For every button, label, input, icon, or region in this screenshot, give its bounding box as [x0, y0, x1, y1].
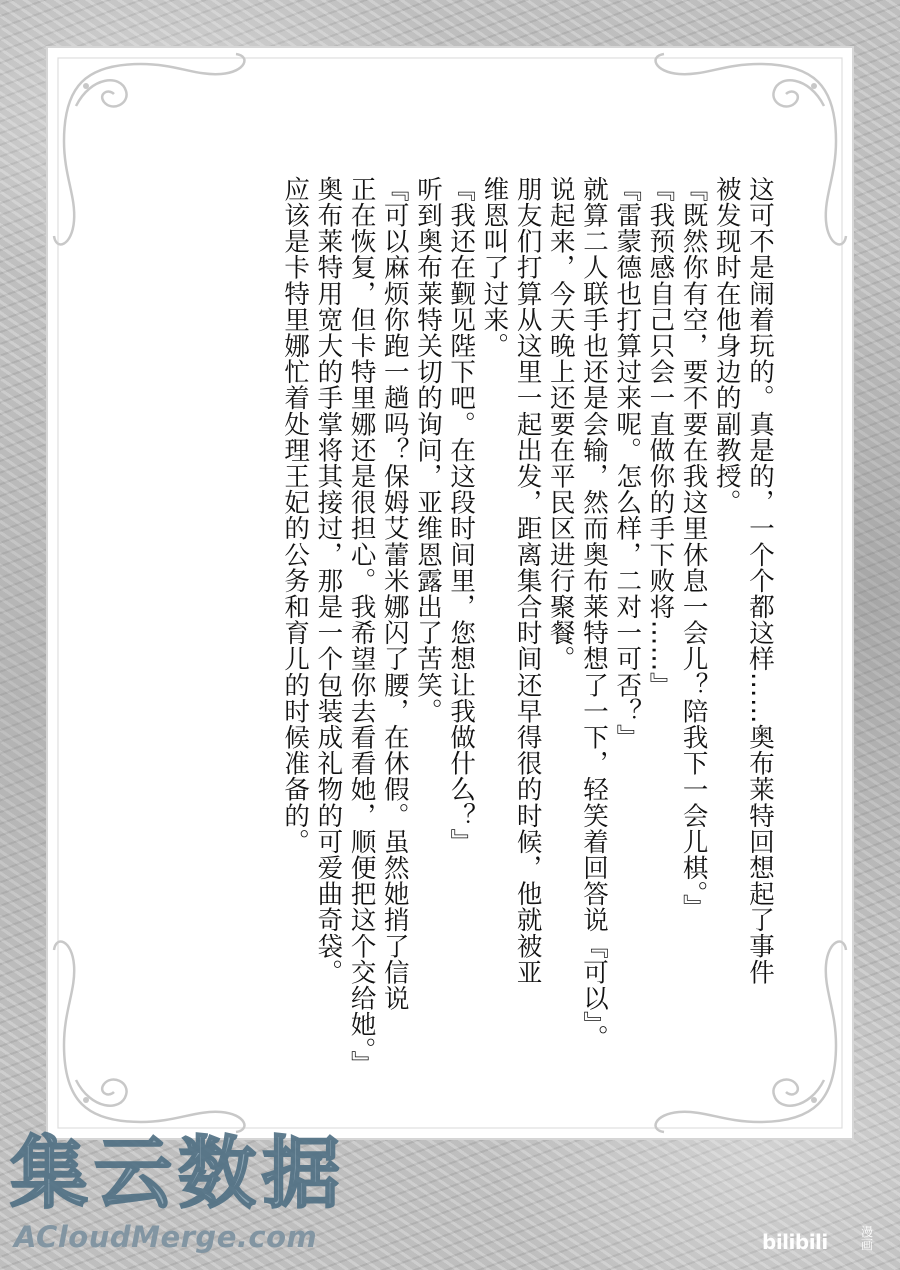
text-line: 正在恢复，但卡特里娜还是很担心。我希望你去看看她，顺便把这个交给她。』	[346, 176, 377, 1077]
vertical-text-body	[216, 176, 776, 1126]
text-line: 应该是卡特里娜忙着处理王妃的公务和育儿的时候准备的。	[280, 176, 311, 855]
text-line: 被发现时在他身边的副教授。	[711, 176, 742, 516]
watermark-chinese: 集云数据	[10, 1129, 347, 1219]
text-line: 听到奥布莱特关切的询问，亚维恩露出了苦笑。	[412, 176, 443, 725]
text-line: 『雷蒙德也打算过来呢。怎么样，二对一可否？』	[612, 176, 643, 751]
bilibili-comics-logo	[762, 1226, 892, 1260]
text-line: 『可以麻烦你跑一趟吗？保姆艾蕾米娜闪了腰，在休假。虽然她捎了信说	[379, 176, 410, 1012]
text-line: 『我还在觐见陛下吧。在这段时间里，您想让我做什么？』	[446, 176, 477, 855]
text-line: 这可不是闹着玩的。真是的，一个个都这样……奥布莱特回想起了事件	[745, 176, 775, 986]
text-line: 『既然你有空，要不要在我这里休息一会儿？陪我下一会儿棋。』	[678, 176, 709, 921]
text-line: 就算二人联手也还是会输，然而奥布莱特想了一下，轻笑着回答说『可以』。	[578, 176, 609, 1051]
text-line: 维恩叫了过来。	[479, 176, 510, 359]
text-line: 说起来，今天晚上还要在平民区进行聚餐。	[545, 176, 576, 672]
text-line: 『我预感自己只会一直做你的手下败将……』	[645, 176, 676, 698]
text-line: 奥布莱特用宽大的手掌将其接过，那是一个包装成礼物的可爱曲奇袋。	[313, 176, 344, 986]
watermark-english: ACloudMerge.com	[14, 1220, 318, 1254]
bilibili-tag-text: 漫画	[860, 1225, 873, 1252]
text-line: 朋友们打算从这里一起出发，距离集合时间还早得很的时候，他就被亚	[512, 176, 543, 986]
watermark-logo	[10, 1128, 410, 1258]
text-page	[46, 46, 854, 1140]
bilibili-logo-text: bilibili	[762, 1230, 828, 1254]
